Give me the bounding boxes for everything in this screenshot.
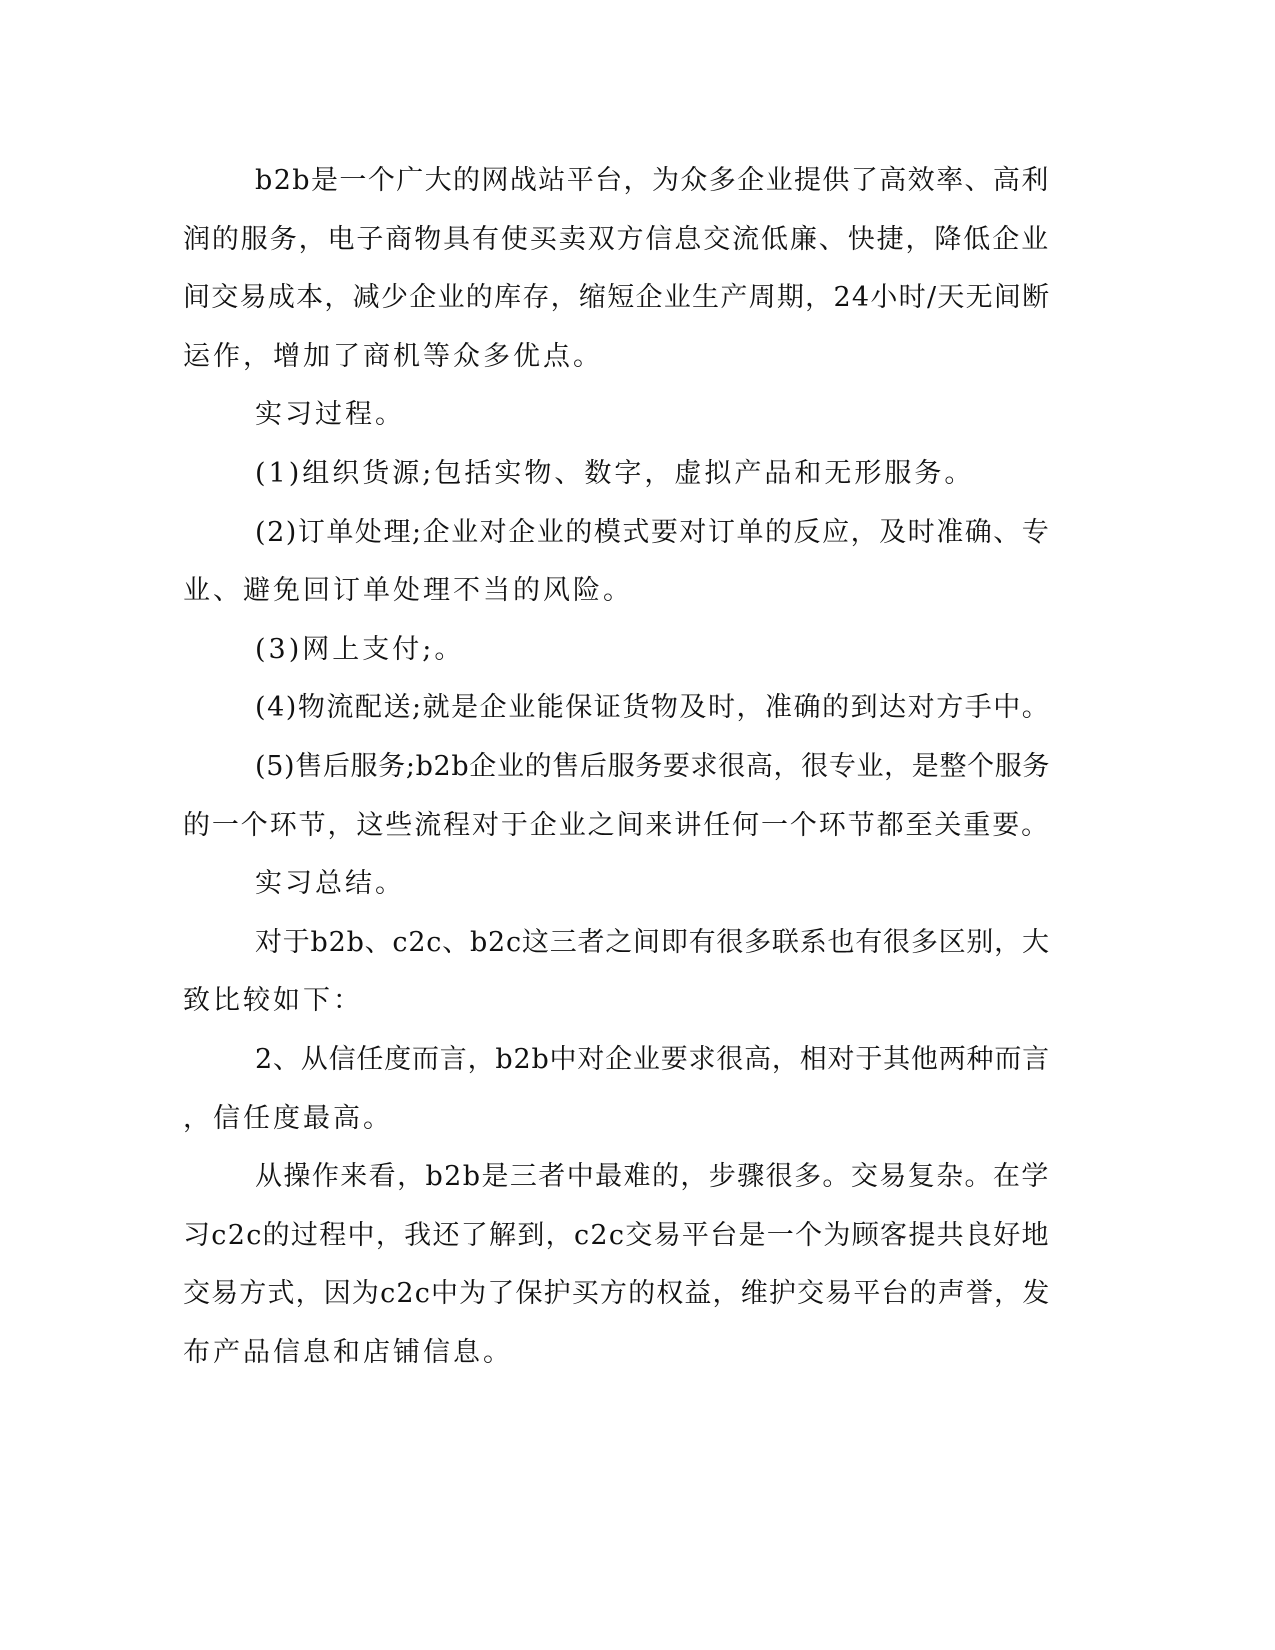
item-1-line-1: (1)组织货源;包括实物、数字，虚拟产品和无形服务。	[255, 458, 975, 489]
paragraph-trust-line-2: ，信任度最高。	[183, 1103, 393, 1134]
paragraph-compare-line-1: 对于b2b、c2c、b2c这三者之间即有很多联系也有很多区别，大	[255, 927, 1050, 958]
paragraph-operation-line-1: 从操作来看，b2b是三者中最难的，步骤很多。交易复杂。在学	[255, 1161, 1050, 1192]
item-2-line-2: 业、避免回订单处理不当的风险。	[183, 575, 633, 606]
item-5-line-1: (5)售后服务;b2b企业的售后服务要求很高，很专业，是整个服务	[255, 751, 1051, 782]
item-2-line-1: (2)订单处理;企业对企业的模式要对订单的反应，及时准确、专	[255, 517, 1051, 548]
paragraph-trust-line-1: 2、从信任度而言，b2b中对企业要求很高，相对于其他两种而言	[255, 1044, 1050, 1075]
paragraph-operation-line-2: 习c2c的过程中，我还了解到，c2c交易平台是一个为顾客提共良好地	[183, 1220, 1050, 1251]
paragraph-intro-line-4: 运作，增加了商机等众多优点。	[183, 341, 603, 372]
paragraph-intro-line-3: 间交易成本，减少企业的库存，缩短企业生产周期，24小时/天无间断	[183, 282, 1051, 313]
paragraph-intro-line-2: 润的服务，电子商物具有使买卖双方信息交流低廉、快捷，降低企业	[183, 224, 1050, 255]
paragraph-compare-line-2: 致比较如下：	[183, 985, 363, 1016]
paragraph-operation-line-4: 布产品信息和店铺信息。	[183, 1337, 513, 1368]
paragraph-operation-line-3: 交易方式，因为c2c中为了保护买方的权益，维护交易平台的声誉，发	[183, 1278, 1051, 1309]
paragraph-intro-line-1: b2b是一个广大的网战站平台，为众多企业提供了高效率、高利	[255, 165, 1050, 196]
item-5-line-2: 的一个环节，这些流程对于企业之间来讲任何一个环节都至关重要。	[183, 810, 1050, 841]
section-heading-summary: 实习总结。	[255, 868, 405, 899]
item-4-line-1: (4)物流配送;就是企业能保证货物及时，准确的到达对方手中。	[255, 692, 1051, 723]
item-3-line-1: (3)网上支付;。	[255, 634, 465, 665]
section-heading-process: 实习过程。	[255, 399, 405, 430]
